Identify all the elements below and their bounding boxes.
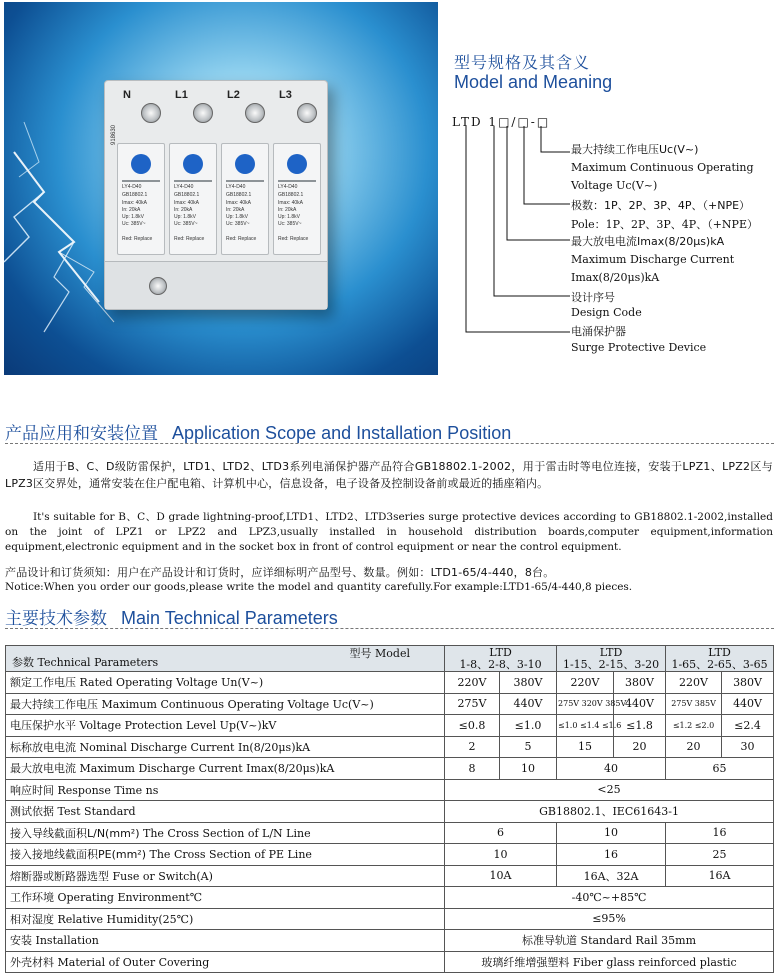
terminal-label: L1 — [175, 89, 188, 101]
surge-protector-device — [104, 80, 328, 310]
base-screw-icon — [149, 277, 167, 295]
order-notice-cn: 产品设计和订货须知：用户在产品设计和订货时，应详细标明产品型号、数量。例如：LTD1-65/4-440，8台。 — [5, 566, 555, 579]
model-group-header: LTD 1-8、2-8、3-10 — [445, 646, 557, 672]
table-row: 工作环境 Operating Environment℃ -40℃~+85℃ — [6, 887, 774, 909]
technical-heading-cn: 主要技术参数 — [5, 609, 107, 629]
application-paragraph-cn: 适用于B、C、D级防雷保护，LTD1、LTD2、LTD3系列电涌保护器产品符合GB18802.1-2002，用于雷击时等电位连接，安装于LPZ1、LPZ2区与LPZ3区交界处，通常安装在住户配电箱、计算机中心，信息设备，电子设备及控制设备前或最近的插座箱内。 — [5, 460, 773, 490]
table-row: 相对湿度 Relative Humidity(25℃) ≤95% — [6, 908, 774, 930]
protection-module: LY4-D40 GB18802.1 Imax: 40kA In: 20kA Up: 1.8kV Uc: 385V~ Red: Replace — [221, 143, 269, 255]
application-paragraph-en: It's suitable for B、C、D grade lightning-proof,LTD1、LTD2、LTD3series surge protective devices according to GB18802.1-2002,installed on the joint of LPZ1 or LPZ2 and LPZ3,usually installed in household distribution boards,computer equipment,information equipment,electronic equipment and in the socket box in front of control equipment or near the control equipment. — [5, 511, 773, 553]
brand-logo-icon — [235, 154, 255, 174]
meaning-item-en: Imax(8/20μs)kA — [571, 271, 660, 284]
section-divider — [5, 628, 774, 629]
technical-parameters-table — [5, 645, 774, 973]
table-row: 安装 Installation 标准导轨道 Standard Rail 35mm — [6, 930, 774, 952]
model-code: LTD 1□/□-□ — [452, 115, 551, 129]
meaning-item-en: Surge Protective Device — [571, 341, 707, 354]
meaning-item-cn: 最大持续工作电压Uc(V~) — [571, 143, 699, 156]
terminal-screw-icon — [245, 103, 265, 123]
protection-module: LY4-D40 GB18802.1 Imax: 40kA In: 20kA Up: 1.8kV Uc: 385V~ Red: Replace — [273, 143, 321, 255]
model-meaning-title-cn: 型号规格及其含义 — [454, 53, 591, 72]
product-photo — [4, 2, 438, 375]
meaning-item-en: Maximum Discharge Current — [571, 253, 735, 266]
application-heading-en: Application Scope and Installation Position — [172, 423, 512, 443]
application-heading — [5, 419, 511, 444]
table-row: 最大持续工作电压 Maximum Continuous Operating Voltage Uc(V~) 275V 440V 275V 320V 385V 440V 275V 385V 440V — [6, 693, 774, 715]
device-serial: 918630 — [111, 124, 117, 145]
table-row: 测试依据 Test Standard GB18802.1、IEC61643-1 — [6, 801, 774, 823]
table-header-corner: 型号 Model 参数 Technical Parameters — [6, 646, 445, 672]
model-meaning-title-en: Model and Meaning — [454, 72, 613, 92]
technical-heading — [5, 604, 338, 629]
terminal-label: N — [123, 89, 131, 101]
brand-logo-icon — [183, 154, 203, 174]
meaning-item-en: Voltage Uc(V~) — [571, 179, 658, 192]
model-group-header: LTD 1-65、2-65、3-65 — [666, 646, 774, 672]
model-code-leader-lines — [452, 126, 572, 336]
model-group-header: LTD 1-15、2-15、3-20 — [557, 646, 666, 672]
brand-logo-icon — [287, 154, 307, 174]
table-row: 熔断器或断路器选型 Fuse or Switch(A) 10A 16A、32A 16A — [6, 865, 774, 887]
section-divider — [5, 443, 774, 444]
terminal-label: L2 — [227, 89, 240, 101]
table-row: 响应时间 Response Time ns <25 — [6, 779, 774, 801]
table-row: 电压保护水平 Voltage Protection Level Up(V~)kV ≤0.8 ≤1.0 ≤1.0 ≤1.4 ≤1.6 ≤1.8 ≤1.2 ≤2.0 ≤2.4 — [6, 715, 774, 737]
meaning-item-cn: 最大放电电流Imax(8/20μs)kA — [571, 235, 725, 248]
table-row: 接入接地线截面积PE(mm²) The Cross Section of PE Line 10 16 25 — [6, 844, 774, 866]
table-header-row — [6, 646, 774, 672]
meaning-item-en: Design Code — [571, 306, 642, 319]
terminal-screw-icon — [141, 103, 161, 123]
table-row: 外壳材料 Material of Outer Covering 玻璃纤维增强塑料 Fiber glass reinforced plastic — [6, 951, 774, 973]
device-base — [105, 261, 327, 309]
meaning-item-en: Maximum Continuous Operating — [571, 161, 754, 174]
terminal-screw-icon — [297, 103, 317, 123]
protection-module: LY4-D40 GB18802.1 Imax: 40kA In: 20kA Up: 1.8kV Uc: 385V~ Red: Replace — [169, 143, 217, 255]
application-heading-cn: 产品应用和安装位置 — [5, 424, 158, 444]
meaning-item-cn: 设计序号 — [571, 291, 615, 304]
protection-module: LY4-D40 GB18802.1 Imax: 40kA In: 20kA Up: 1.8kV Uc: 385V~ Red: Replace — [117, 143, 165, 255]
order-notice-en: Notice:When you order our goods,please write the model and quantity carefully.For example:LTD1-65/4-440,8 pieces. — [5, 581, 633, 593]
brand-logo-icon — [131, 154, 151, 174]
technical-heading-en: Main Technical Parameters — [121, 608, 338, 628]
meaning-item-cn: 极数：1P、2P、3P、4P、（+NPE） — [571, 199, 751, 212]
table-row: 额定工作电压 Rated Operating Voltage Un(V~) 220V 380V 220V 380V 220V 380V — [6, 672, 774, 694]
table-row: 标称放电电流 Nominal Discharge Current In(8/20μs)kA 2 5 15 20 20 30 — [6, 736, 774, 758]
table-row: 接入导线截面积L/N(mm²) The Cross Section of L/N Line 6 10 16 — [6, 822, 774, 844]
terminal-label: L3 — [279, 89, 292, 101]
table-row: 最大放电电流 Maximum Discharge Current Imax(8/20μs)kA 8 10 40 65 — [6, 758, 774, 780]
meaning-item-en: Pole：1P、2P、3P、4P、（+NPE） — [571, 218, 758, 231]
meaning-item-cn: 电涌保护器 — [571, 325, 626, 338]
terminal-screw-icon — [193, 103, 213, 123]
